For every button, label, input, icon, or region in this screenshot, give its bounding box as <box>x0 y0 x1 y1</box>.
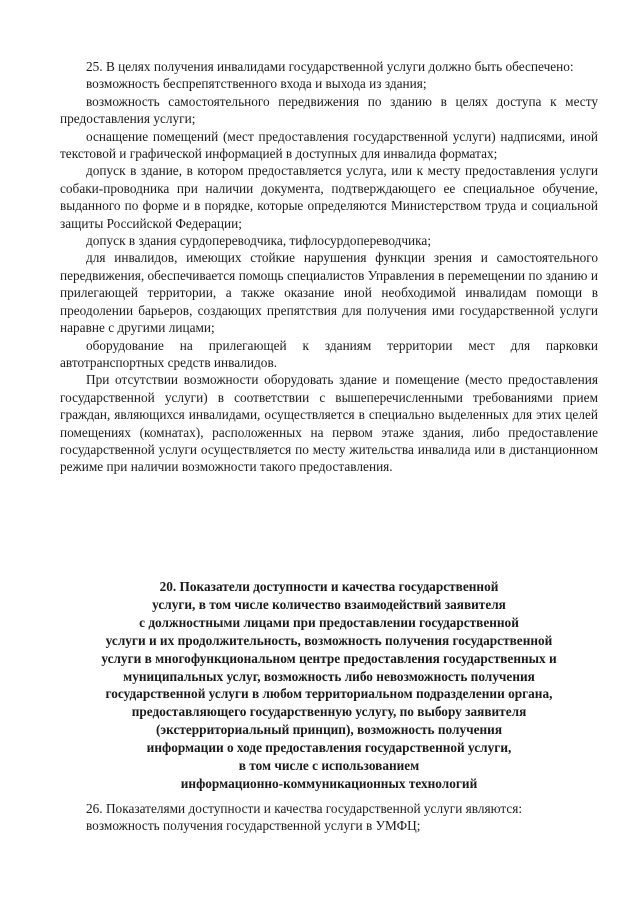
paragraph-umfc: возможность получения государственной услуги в УМФЦ; <box>86 818 421 834</box>
paragraph-parking: оборудование на прилегающей к зданиям территории мест для парковки автотранспортных средств инвалидов. <box>60 337 598 370</box>
paragraph-assistance: для инвалидов, имеющих стойкие нарушения функции зрения и самостоятельного передвижения, обеспечивается помощь специалистов Управления в перемещении по зданию и прилегающей территории, а также оказание иной необходимой инвалидам помощи в преодолении барьеров, создающих препятствия для получения ими государственной услуги наравне с другими лицами; <box>60 250 598 336</box>
section-25 <box>60 58 598 476</box>
paragraph-movement: возможность самостоятельного передвижения по зданию в целях доступа к месту предоставления услуги; <box>60 93 598 127</box>
heading-line: услуги, в том числе количество взаимодействий заявителя <box>152 596 506 612</box>
heading-line: услуги в многофункциональном центре предоставления государственных и <box>101 650 557 666</box>
heading-line: 20. Показатели доступности и качества государственной <box>159 579 499 594</box>
heading-line: услуги и их продолжительность, возможность получения государственной <box>105 632 553 648</box>
section-20-heading <box>60 578 598 793</box>
heading-line: муниципальных услуг, возможность либо невозможность получения <box>123 668 535 684</box>
heading-line: с должностными лицами при предоставлении государственной <box>139 614 519 630</box>
paragraph-entrance: возможность беспрепятственного входа и выхода из здания; <box>86 76 427 92</box>
paragraph-interpreter: допуск в здания сурдопереводчика, тифлосурдопереводчика; <box>86 233 432 249</box>
heading-line: информации о ходе предоставления государственной услуги, <box>146 740 512 756</box>
paragraph-alternative: При отсутствии возможности оборудовать здание и помещение (место предоставления государственной услуги) в соответствии с вышеперечисленными требованиями прием граждан, являющихся инвалидами, осуществляется в специально выделенных для этих целей помещениях (комнатах), расположенных на первом этаже здания, либо предоставление государственной услуги осуществляется по месту жительства инвалида или в дистанционном режиме при наличии возможности такого предоставления. <box>60 372 598 475</box>
section-26 <box>60 800 598 835</box>
paragraph-guide-dog: допуск в здание, в котором предоставляется услуга, или к месту предоставления услуги собаки-проводника при наличии документа, подтверждающего ее специальное обучение, выданного по форме и в порядке, которые определяются Министерством труда и социальной защиты Российской Федерации; <box>60 163 598 231</box>
heading-line: государственной услуги в любом территориальном подразделении органа, <box>105 686 553 702</box>
paragraph-25-intro: 25. В целях получения инвалидами государственной услуги должно быть обеспечено: <box>86 59 574 74</box>
paragraph-26-intro: 26. Показателями доступности и качества государственной услуги являются: <box>86 801 523 816</box>
heading-line: в том числе с использованием <box>238 758 420 774</box>
heading-line: информационно-коммуникационных технологий <box>180 775 478 791</box>
heading-line: предоставляющего государственную услугу, по выбору заявителя <box>131 704 527 720</box>
paragraph-signage: оснащение помещений (мест предоставления государственной услуги) надписями, иной текстовой и графической информацией в доступных для инвалида форматах; <box>60 128 598 162</box>
heading-line: (экстерриториальный принцип), возможность получения <box>155 722 503 738</box>
